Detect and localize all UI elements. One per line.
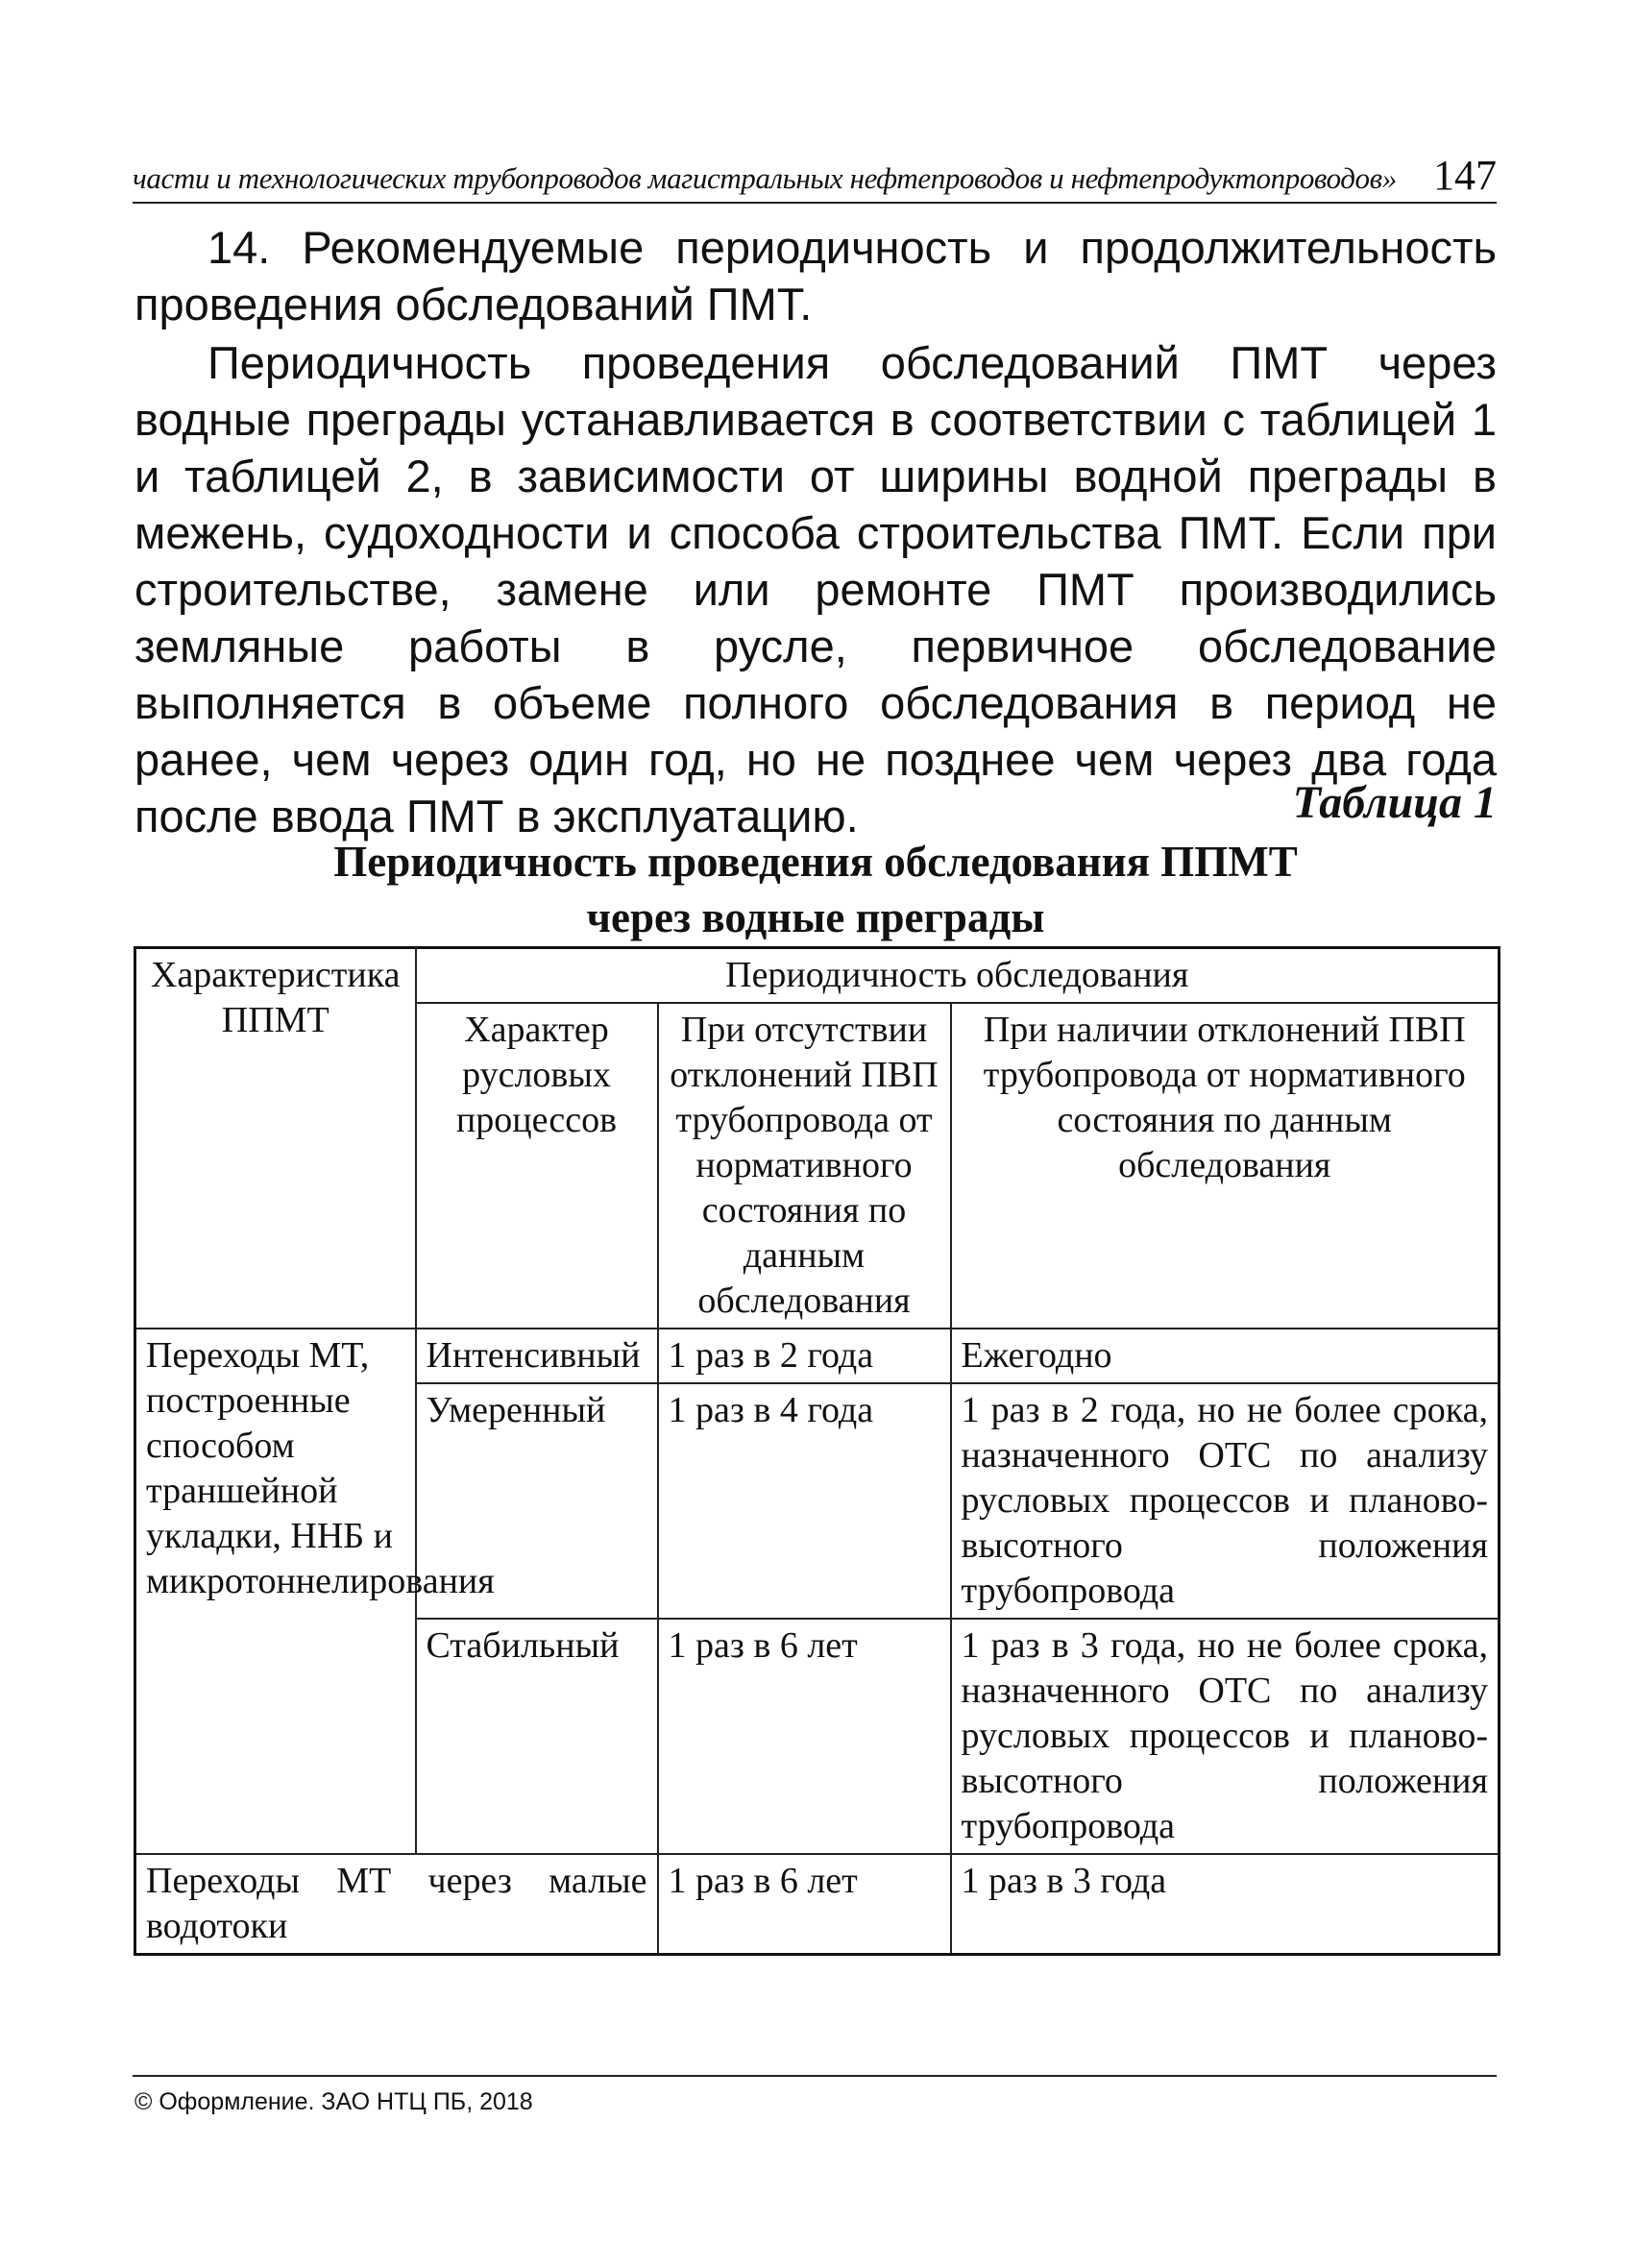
cell-process: Интенсивный — [416, 1329, 658, 1383]
copyright-notice: © Оформление. ЗАО НТЦ ПБ, 2018 — [134, 2088, 533, 2115]
table-row — [135, 1329, 1500, 1383]
cell-no-deviation: 1 раз в 6 лет — [658, 1854, 951, 1955]
cell-no-deviation: 1 раз в 4 года — [658, 1383, 951, 1619]
header-periodicity: Периодичность обследования — [416, 948, 1500, 1004]
cell-process: Стабильный — [416, 1619, 658, 1854]
table-row — [135, 1854, 1500, 1955]
cell-no-deviation: 1 раз в 2 года — [658, 1329, 951, 1383]
header-characteristic: Характеристика ППМТ — [135, 948, 416, 1329]
table-title — [134, 834, 1497, 945]
cell-small-watercourses: Переходы МТ через малые водотоки — [135, 1854, 658, 1955]
periodicity-table — [134, 946, 1500, 1956]
header-no-deviation: При отсутствии отклонений ПВП трубопровода от нормативного состояния по данным обследования — [658, 1003, 951, 1329]
page-number: 147 — [1433, 152, 1497, 199]
cell-with-deviation: 1 раз в 3 года — [951, 1854, 1500, 1955]
cell-with-deviation: 1 раз в 3 года, но не более срока, назначенного ОТС по анализу русловых процессов и планово-высотного положения трубопровода — [951, 1619, 1500, 1854]
running-header — [133, 144, 1497, 204]
table-title-line-2: через водные преграды — [586, 893, 1045, 941]
table-header-row-1 — [135, 948, 1500, 1004]
cell-with-deviation: 1 раз в 2 года, но не более срока, назначенного ОТС по анализу русловых процессов и планово-высотного положения трубопровода — [951, 1383, 1500, 1619]
paragraph-periodicity: Периодичность проведения обследований ПМТ через водные преграды устанавливается в соответствии с таблицей 1 и таблицей 2, в зависимости от ширины водной преграды в межень, судоходности и способа строительства ПМТ. Если при строительстве, замене или ремонте ПМТ производились земляные работы в русле, первичное обследование выполняется в объеме полного обследования в период не ранее, чем через один год, но не позднее чем через два года после ввода ПМТ в эксплуатацию. — [134, 337, 1497, 841]
table-label: Таблица 1 — [1292, 777, 1497, 828]
paragraph-14: 14. Рекомендуемые периодичность и продолжительность проведения обследований ПМТ. — [134, 222, 1497, 329]
cell-no-deviation: 1 раз в 6 лет — [658, 1619, 951, 1854]
page-footer — [133, 2075, 1497, 2115]
group-label-trench: Переходы МТ, построенные способом траншейной укладки, ННБ и микротоннелирования — [135, 1329, 416, 1854]
running-title: части и технологических трубопроводов магистральных нефтепроводов и нефтепродуктопроводов» — [133, 161, 1397, 195]
table-title-line-1: Периодичность проведения обследования ППМТ — [333, 838, 1298, 886]
cell-with-deviation: Ежегодно — [951, 1329, 1500, 1383]
header-with-deviation: При наличии отклонений ПВП трубопровода от нормативного состояния по данным обследования — [951, 1003, 1500, 1329]
cell-process: Умеренный — [416, 1383, 658, 1619]
header-channel-processes: Характер русловых процессов — [416, 1003, 658, 1329]
